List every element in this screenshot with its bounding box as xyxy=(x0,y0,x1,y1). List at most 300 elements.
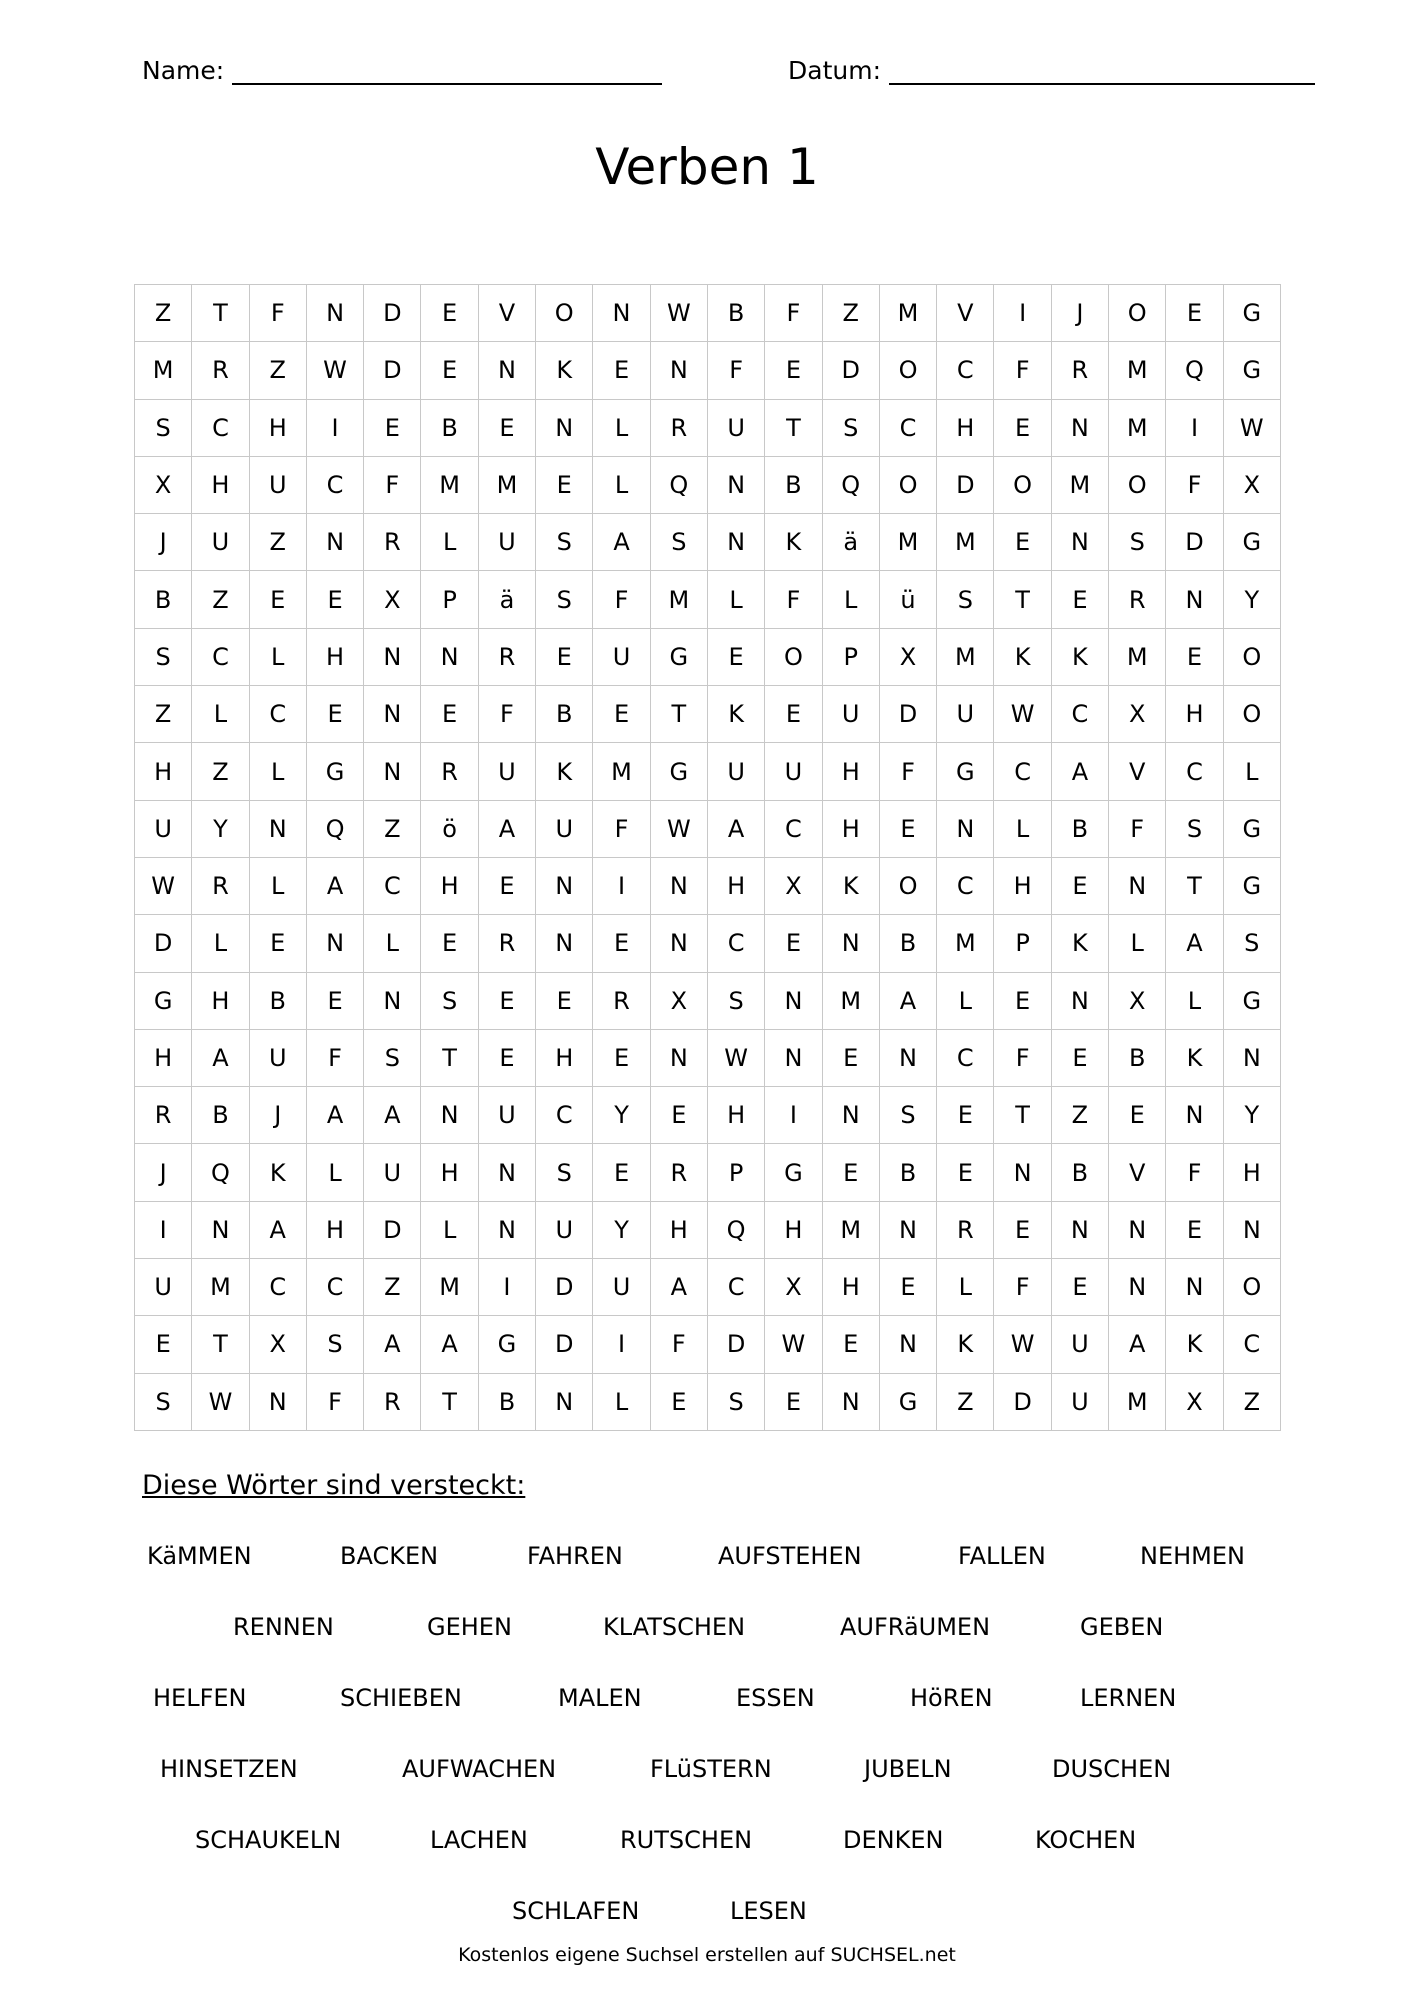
grid-cell[interactable]: N xyxy=(822,915,879,972)
grid-cell[interactable]: Z xyxy=(135,285,192,342)
grid-cell[interactable]: H xyxy=(765,1201,822,1258)
grid-cell[interactable]: N xyxy=(937,800,994,857)
grid-cell[interactable]: N xyxy=(707,514,764,571)
grid-cell[interactable]: M xyxy=(421,456,478,513)
grid-cell[interactable]: M xyxy=(650,571,707,628)
grid-cell[interactable]: C xyxy=(306,1259,363,1316)
grid-cell[interactable]: F xyxy=(1109,800,1166,857)
grid-cell[interactable]: R xyxy=(650,399,707,456)
grid-cell[interactable]: M xyxy=(135,342,192,399)
grid-cell[interactable]: W xyxy=(765,1316,822,1373)
grid-cell[interactable]: E xyxy=(650,1373,707,1430)
grid-cell[interactable]: B xyxy=(1051,800,1108,857)
grid-cell[interactable]: X xyxy=(765,857,822,914)
grid-cell[interactable]: B xyxy=(879,915,936,972)
grid-cell[interactable]: T xyxy=(192,1316,249,1373)
grid-cell[interactable]: A xyxy=(364,1087,421,1144)
grid-cell[interactable]: Z xyxy=(249,514,306,571)
grid-cell[interactable]: F xyxy=(1166,456,1223,513)
grid-cell[interactable]: U xyxy=(478,743,535,800)
grid-cell[interactable]: N xyxy=(306,514,363,571)
grid-cell[interactable]: E xyxy=(1166,628,1223,685)
grid-cell[interactable]: M xyxy=(937,915,994,972)
grid-cell[interactable]: B xyxy=(1051,1144,1108,1201)
grid-cell[interactable]: O xyxy=(879,857,936,914)
grid-cell[interactable]: E xyxy=(822,1029,879,1086)
grid-cell[interactable]: R xyxy=(192,857,249,914)
grid-cell[interactable]: N xyxy=(765,1029,822,1086)
grid-cell[interactable]: Z xyxy=(135,686,192,743)
grid-cell[interactable]: N xyxy=(1109,1201,1166,1258)
grid-cell[interactable]: H xyxy=(1223,1144,1280,1201)
grid-cell[interactable]: E xyxy=(364,399,421,456)
grid-cell[interactable]: T xyxy=(994,571,1051,628)
grid-cell[interactable]: N xyxy=(249,1373,306,1430)
grid-cell[interactable]: T xyxy=(765,399,822,456)
grid-cell[interactable]: M xyxy=(1109,399,1166,456)
grid-cell[interactable]: G xyxy=(1223,972,1280,1029)
grid-cell[interactable]: E xyxy=(249,915,306,972)
grid-cell[interactable]: X xyxy=(135,456,192,513)
grid-cell[interactable]: G xyxy=(1223,285,1280,342)
grid-cell[interactable]: Z xyxy=(937,1373,994,1430)
grid-cell[interactable]: X xyxy=(1166,1373,1223,1430)
grid-cell[interactable]: B xyxy=(135,571,192,628)
grid-cell[interactable]: N xyxy=(650,1029,707,1086)
grid-cell[interactable]: E xyxy=(593,1144,650,1201)
grid-cell[interactable]: D xyxy=(364,342,421,399)
grid-cell[interactable]: N xyxy=(478,1144,535,1201)
grid-cell[interactable]: V xyxy=(1109,1144,1166,1201)
grid-cell[interactable]: I xyxy=(478,1259,535,1316)
grid-cell[interactable]: H xyxy=(192,456,249,513)
grid-cell[interactable]: D xyxy=(822,342,879,399)
grid-cell[interactable]: A xyxy=(421,1316,478,1373)
grid-cell[interactable]: H xyxy=(822,800,879,857)
grid-cell[interactable]: L xyxy=(192,915,249,972)
grid-cell[interactable]: N xyxy=(650,915,707,972)
name-line[interactable] xyxy=(232,57,662,85)
grid-cell[interactable]: F xyxy=(994,1259,1051,1316)
grid-cell[interactable]: ö xyxy=(421,800,478,857)
grid-cell[interactable]: E xyxy=(879,800,936,857)
grid-cell[interactable]: G xyxy=(650,743,707,800)
grid-cell[interactable]: U xyxy=(593,1259,650,1316)
grid-cell[interactable]: N xyxy=(1051,1201,1108,1258)
grid-cell[interactable]: C xyxy=(1166,743,1223,800)
grid-cell[interactable]: U xyxy=(593,628,650,685)
grid-cell[interactable]: U xyxy=(707,399,764,456)
grid-cell[interactable]: E xyxy=(306,571,363,628)
grid-cell[interactable]: C xyxy=(707,915,764,972)
grid-cell[interactable]: Z xyxy=(364,800,421,857)
grid-cell[interactable]: C xyxy=(937,1029,994,1086)
grid-cell[interactable]: L xyxy=(1109,915,1166,972)
grid-cell[interactable]: X xyxy=(879,628,936,685)
grid-cell[interactable]: J xyxy=(1051,285,1108,342)
grid-cell[interactable]: U xyxy=(135,800,192,857)
grid-cell[interactable]: E xyxy=(937,1144,994,1201)
grid-cell[interactable]: L xyxy=(421,514,478,571)
grid-cell[interactable]: E xyxy=(765,342,822,399)
grid-cell[interactable]: N xyxy=(994,1144,1051,1201)
grid-cell[interactable]: U xyxy=(707,743,764,800)
grid-cell[interactable]: C xyxy=(765,800,822,857)
grid-cell[interactable]: M xyxy=(879,514,936,571)
grid-cell[interactable]: F xyxy=(1166,1144,1223,1201)
grid-cell[interactable]: E xyxy=(306,686,363,743)
grid-cell[interactable]: M xyxy=(1051,456,1108,513)
grid-cell[interactable]: N xyxy=(249,800,306,857)
grid-cell[interactable]: G xyxy=(1223,514,1280,571)
grid-cell[interactable]: I xyxy=(765,1087,822,1144)
grid-cell[interactable]: L xyxy=(937,972,994,1029)
grid-cell[interactable]: S xyxy=(650,514,707,571)
grid-cell[interactable]: S xyxy=(879,1087,936,1144)
grid-cell[interactable]: A xyxy=(478,800,535,857)
grid-cell[interactable]: W xyxy=(707,1029,764,1086)
grid-cell[interactable]: D xyxy=(536,1259,593,1316)
grid-cell[interactable]: E xyxy=(994,399,1051,456)
grid-cell[interactable]: Q xyxy=(192,1144,249,1201)
grid-cell[interactable]: ü xyxy=(879,571,936,628)
grid-cell[interactable]: F xyxy=(249,285,306,342)
grid-cell[interactable]: L xyxy=(421,1201,478,1258)
grid-cell[interactable]: N xyxy=(536,399,593,456)
grid-cell[interactable]: E xyxy=(994,514,1051,571)
grid-cell[interactable]: U xyxy=(192,514,249,571)
grid-cell[interactable]: S xyxy=(135,628,192,685)
grid-cell[interactable]: E xyxy=(1051,1029,1108,1086)
grid-cell[interactable]: Z xyxy=(1223,1373,1280,1430)
grid-cell[interactable]: M xyxy=(937,514,994,571)
name-field[interactable] xyxy=(142,56,662,85)
grid-cell[interactable]: T xyxy=(994,1087,1051,1144)
grid-cell[interactable]: U xyxy=(822,686,879,743)
grid-cell[interactable]: Q xyxy=(707,1201,764,1258)
grid-cell[interactable]: C xyxy=(994,743,1051,800)
grid-cell[interactable]: N xyxy=(1109,857,1166,914)
grid-cell[interactable]: D xyxy=(536,1316,593,1373)
grid-cell[interactable]: C xyxy=(1051,686,1108,743)
grid-cell[interactable]: D xyxy=(707,1316,764,1373)
grid-cell[interactable]: Y xyxy=(1223,571,1280,628)
grid-cell[interactable]: U xyxy=(249,456,306,513)
grid-cell[interactable]: N xyxy=(478,1201,535,1258)
grid-cell[interactable]: R xyxy=(192,342,249,399)
grid-cell[interactable]: H xyxy=(1166,686,1223,743)
grid-cell[interactable]: E xyxy=(478,857,535,914)
grid-cell[interactable]: E xyxy=(1166,285,1223,342)
grid-cell[interactable]: N xyxy=(364,628,421,685)
grid-cell[interactable]: H xyxy=(536,1029,593,1086)
grid-cell[interactable]: S xyxy=(937,571,994,628)
grid-cell[interactable]: E xyxy=(1051,571,1108,628)
grid-cell[interactable]: M xyxy=(593,743,650,800)
grid-cell[interactable]: F xyxy=(593,571,650,628)
grid-cell[interactable]: H xyxy=(707,1087,764,1144)
grid-cell[interactable]: M xyxy=(1109,628,1166,685)
grid-cell[interactable]: N xyxy=(822,1087,879,1144)
grid-cell[interactable]: I xyxy=(1166,399,1223,456)
grid-cell[interactable]: L xyxy=(707,571,764,628)
grid-cell[interactable]: J xyxy=(135,514,192,571)
grid-cell[interactable]: N xyxy=(1051,972,1108,1029)
grid-cell[interactable]: A xyxy=(1166,915,1223,972)
grid-cell[interactable]: I xyxy=(994,285,1051,342)
grid-cell[interactable]: P xyxy=(421,571,478,628)
grid-cell[interactable]: L xyxy=(937,1259,994,1316)
grid-cell[interactable]: ä xyxy=(822,514,879,571)
grid-cell[interactable]: R xyxy=(364,1373,421,1430)
grid-cell[interactable]: O xyxy=(1223,686,1280,743)
grid-cell[interactable]: B xyxy=(249,972,306,1029)
grid-cell[interactable]: T xyxy=(421,1373,478,1430)
grid-cell[interactable]: N xyxy=(192,1201,249,1258)
grid-cell[interactable]: E xyxy=(421,686,478,743)
grid-cell[interactable]: L xyxy=(994,800,1051,857)
grid-cell[interactable]: A xyxy=(879,972,936,1029)
grid-cell[interactable]: J xyxy=(249,1087,306,1144)
grid-cell[interactable]: H xyxy=(421,857,478,914)
grid-cell[interactable]: P xyxy=(822,628,879,685)
grid-cell[interactable]: H xyxy=(650,1201,707,1258)
grid-cell[interactable]: H xyxy=(306,628,363,685)
grid-cell[interactable]: X xyxy=(765,1259,822,1316)
grid-cell[interactable]: E xyxy=(593,1029,650,1086)
grid-cell[interactable]: W xyxy=(1223,399,1280,456)
grid-cell[interactable]: X xyxy=(1109,972,1166,1029)
grid-cell[interactable]: Q xyxy=(650,456,707,513)
grid-cell[interactable]: E xyxy=(306,972,363,1029)
grid-cell[interactable]: M xyxy=(1109,342,1166,399)
date-field[interactable] xyxy=(788,56,1315,85)
grid-cell[interactable]: C xyxy=(364,857,421,914)
grid-cell[interactable]: W xyxy=(994,686,1051,743)
grid-cell[interactable]: A xyxy=(1109,1316,1166,1373)
grid-cell[interactable]: Y xyxy=(1223,1087,1280,1144)
grid-cell[interactable]: L xyxy=(1166,972,1223,1029)
grid-cell[interactable]: H xyxy=(707,857,764,914)
grid-cell[interactable]: U xyxy=(249,1029,306,1086)
grid-cell[interactable]: C xyxy=(536,1087,593,1144)
grid-cell[interactable]: I xyxy=(135,1201,192,1258)
grid-cell[interactable]: R xyxy=(421,743,478,800)
grid-cell[interactable]: N xyxy=(765,972,822,1029)
grid-cell[interactable]: E xyxy=(478,1029,535,1086)
grid-cell[interactable]: K xyxy=(1051,915,1108,972)
grid-cell[interactable]: S xyxy=(421,972,478,1029)
grid-cell[interactable]: K xyxy=(765,514,822,571)
grid-cell[interactable]: W xyxy=(192,1373,249,1430)
grid-cell[interactable]: G xyxy=(478,1316,535,1373)
grid-cell[interactable]: K xyxy=(994,628,1051,685)
grid-cell[interactable]: B xyxy=(478,1373,535,1430)
grid-cell[interactable]: G xyxy=(135,972,192,1029)
grid-cell[interactable]: Z xyxy=(1051,1087,1108,1144)
grid-cell[interactable]: C xyxy=(937,342,994,399)
grid-cell[interactable]: S xyxy=(1109,514,1166,571)
grid-cell[interactable]: D xyxy=(937,456,994,513)
grid-cell[interactable]: R xyxy=(478,628,535,685)
grid-cell[interactable]: N xyxy=(650,342,707,399)
grid-cell[interactable]: S xyxy=(135,1373,192,1430)
grid-cell[interactable]: C xyxy=(192,628,249,685)
grid-cell[interactable]: E xyxy=(421,342,478,399)
grid-cell[interactable]: F xyxy=(879,743,936,800)
grid-cell[interactable]: N xyxy=(478,342,535,399)
grid-cell[interactable]: V xyxy=(937,285,994,342)
grid-cell[interactable]: G xyxy=(1223,800,1280,857)
grid-cell[interactable]: N xyxy=(421,628,478,685)
grid-cell[interactable]: N xyxy=(593,285,650,342)
grid-cell[interactable]: Z xyxy=(364,1259,421,1316)
grid-cell[interactable]: N xyxy=(1051,514,1108,571)
grid-cell[interactable]: Q xyxy=(306,800,363,857)
grid-cell[interactable]: E xyxy=(478,399,535,456)
grid-cell[interactable]: C xyxy=(707,1259,764,1316)
grid-cell[interactable]: Z xyxy=(822,285,879,342)
grid-cell[interactable]: W xyxy=(994,1316,1051,1373)
grid-cell[interactable]: N xyxy=(364,743,421,800)
grid-cell[interactable]: N xyxy=(306,285,363,342)
grid-cell[interactable]: M xyxy=(822,972,879,1029)
grid-cell[interactable]: O xyxy=(994,456,1051,513)
grid-cell[interactable]: Y xyxy=(192,800,249,857)
grid-cell[interactable]: E xyxy=(1051,1259,1108,1316)
grid-cell[interactable]: B xyxy=(421,399,478,456)
grid-cell[interactable]: U xyxy=(364,1144,421,1201)
grid-cell[interactable]: S xyxy=(1223,915,1280,972)
grid-cell[interactable]: O xyxy=(1223,1259,1280,1316)
grid-cell[interactable]: A xyxy=(707,800,764,857)
grid-cell[interactable]: M xyxy=(478,456,535,513)
grid-cell[interactable]: S xyxy=(1166,800,1223,857)
grid-cell[interactable]: O xyxy=(1109,456,1166,513)
grid-cell[interactable]: E xyxy=(593,915,650,972)
grid-cell[interactable]: S xyxy=(536,1144,593,1201)
grid-cell[interactable]: M xyxy=(1109,1373,1166,1430)
grid-cell[interactable]: E xyxy=(1109,1087,1166,1144)
grid-cell[interactable]: E xyxy=(536,456,593,513)
grid-cell[interactable]: A xyxy=(593,514,650,571)
grid-cell[interactable]: N xyxy=(364,686,421,743)
grid-cell[interactable]: N xyxy=(1166,1087,1223,1144)
grid-cell[interactable]: M xyxy=(879,285,936,342)
grid-cell[interactable]: M xyxy=(421,1259,478,1316)
grid-cell[interactable]: E xyxy=(135,1316,192,1373)
grid-cell[interactable]: D xyxy=(879,686,936,743)
grid-cell[interactable]: Z xyxy=(249,342,306,399)
grid-cell[interactable]: G xyxy=(937,743,994,800)
grid-cell[interactable]: O xyxy=(879,342,936,399)
grid-cell[interactable]: B xyxy=(192,1087,249,1144)
grid-cell[interactable]: H xyxy=(249,399,306,456)
grid-cell[interactable]: R xyxy=(1051,342,1108,399)
grid-cell[interactable]: H xyxy=(421,1144,478,1201)
grid-cell[interactable]: X xyxy=(249,1316,306,1373)
grid-cell[interactable]: I xyxy=(306,399,363,456)
grid-cell[interactable]: N xyxy=(1166,571,1223,628)
grid-cell[interactable]: E xyxy=(536,628,593,685)
grid-cell[interactable]: C xyxy=(192,399,249,456)
grid-cell[interactable]: R xyxy=(1109,571,1166,628)
grid-cell[interactable]: L xyxy=(1223,743,1280,800)
grid-cell[interactable]: E xyxy=(593,342,650,399)
grid-cell[interactable]: E xyxy=(249,571,306,628)
grid-cell[interactable]: C xyxy=(249,1259,306,1316)
grid-cell[interactable]: Q xyxy=(822,456,879,513)
grid-cell[interactable]: U xyxy=(765,743,822,800)
grid-cell[interactable]: G xyxy=(650,628,707,685)
grid-cell[interactable]: H xyxy=(135,1029,192,1086)
grid-cell[interactable]: W xyxy=(650,800,707,857)
grid-cell[interactable]: E xyxy=(879,1259,936,1316)
grid-cell[interactable]: T xyxy=(421,1029,478,1086)
grid-cell[interactable]: W xyxy=(650,285,707,342)
grid-cell[interactable]: K xyxy=(536,743,593,800)
grid-cell[interactable]: K xyxy=(1051,628,1108,685)
grid-cell[interactable]: F xyxy=(650,1316,707,1373)
grid-cell[interactable]: N xyxy=(1223,1029,1280,1086)
grid-cell[interactable]: C xyxy=(937,857,994,914)
grid-cell[interactable]: Z xyxy=(192,743,249,800)
grid-cell[interactable]: M xyxy=(822,1201,879,1258)
grid-cell[interactable]: C xyxy=(1223,1316,1280,1373)
grid-cell[interactable]: I xyxy=(593,1316,650,1373)
grid-cell[interactable]: A xyxy=(306,1087,363,1144)
grid-cell[interactable]: F xyxy=(765,285,822,342)
grid-cell[interactable]: Y xyxy=(593,1087,650,1144)
grid-cell[interactable]: E xyxy=(822,1316,879,1373)
grid-cell[interactable]: N xyxy=(879,1029,936,1086)
grid-cell[interactable]: U xyxy=(536,1201,593,1258)
grid-cell[interactable]: E xyxy=(822,1144,879,1201)
grid-cell[interactable]: S xyxy=(822,399,879,456)
grid-cell[interactable]: R xyxy=(650,1144,707,1201)
grid-cell[interactable]: E xyxy=(994,1201,1051,1258)
grid-cell[interactable]: X xyxy=(1223,456,1280,513)
grid-cell[interactable]: C xyxy=(249,686,306,743)
grid-cell[interactable]: G xyxy=(1223,857,1280,914)
grid-cell[interactable]: U xyxy=(536,800,593,857)
grid-cell[interactable]: B xyxy=(707,285,764,342)
grid-cell[interactable]: X xyxy=(1109,686,1166,743)
grid-cell[interactable]: H xyxy=(306,1201,363,1258)
grid-cell[interactable]: L xyxy=(249,628,306,685)
grid-cell[interactable]: R xyxy=(478,915,535,972)
grid-cell[interactable]: G xyxy=(765,1144,822,1201)
grid-cell[interactable]: V xyxy=(1109,743,1166,800)
grid-cell[interactable]: N xyxy=(306,915,363,972)
grid-cell[interactable]: T xyxy=(650,686,707,743)
grid-cell[interactable]: D xyxy=(364,285,421,342)
grid-cell[interactable]: L xyxy=(306,1144,363,1201)
grid-cell[interactable]: E xyxy=(994,972,1051,1029)
grid-cell[interactable]: D xyxy=(994,1373,1051,1430)
grid-cell[interactable]: K xyxy=(707,686,764,743)
grid-cell[interactable]: N xyxy=(536,857,593,914)
grid-cell[interactable]: E xyxy=(421,285,478,342)
grid-cell[interactable]: L xyxy=(593,456,650,513)
grid-cell[interactable]: F xyxy=(306,1029,363,1086)
grid-cell[interactable]: F xyxy=(364,456,421,513)
grid-cell[interactable]: E xyxy=(650,1087,707,1144)
grid-cell[interactable]: U xyxy=(478,1087,535,1144)
grid-cell[interactable]: E xyxy=(937,1087,994,1144)
grid-cell[interactable]: L xyxy=(249,857,306,914)
grid-cell[interactable]: N xyxy=(421,1087,478,1144)
